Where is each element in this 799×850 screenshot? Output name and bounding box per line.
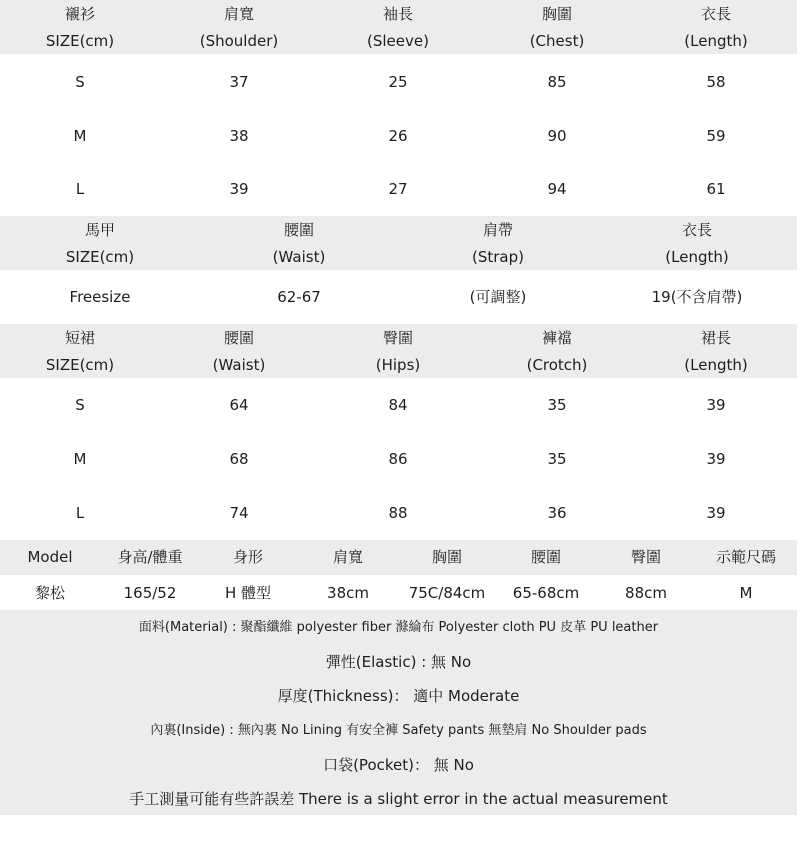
vest-header-cell — [66, 220, 134, 267]
table-cell: 68 — [229, 450, 249, 468]
model-value-cell: M — [739, 584, 753, 602]
model-row — [0, 583, 797, 603]
shirt-row — [0, 126, 797, 146]
shirt-header-cell — [684, 4, 747, 51]
table-cell: M — [73, 127, 87, 145]
table-cell: 39 — [229, 180, 249, 198]
skirt-header-cell — [684, 328, 747, 375]
notes-block — [0, 610, 797, 815]
shirt-header-cell — [46, 4, 114, 51]
header-en-label: SIZE(cm) — [45, 356, 115, 374]
skirt-header-cell — [46, 328, 114, 375]
header-zh-label: 衣長 — [681, 221, 713, 239]
note-line: 內裏(Inside) : 無內裏 No Lining 有安全褲 Safety pants 無墊肩 No Shoulder pads — [150, 723, 647, 738]
table-cell: 37 — [229, 73, 249, 91]
header-zh-label: 胸圍 — [541, 5, 573, 23]
table-cell: 64 — [229, 396, 249, 414]
model-value-cell: 65-68cm — [512, 584, 580, 602]
header-en-label: (Shoulder) — [199, 32, 279, 50]
model-value-cell: 黎松 — [34, 584, 66, 602]
table-cell: 84 — [388, 396, 408, 414]
table-cell: 35 — [547, 396, 567, 414]
header-en-label: (Waist) — [272, 248, 326, 266]
header-zh-label: 腰圍 — [283, 221, 315, 239]
header-en-label: (Crotch) — [526, 356, 588, 374]
shirt-header — [0, 0, 797, 54]
shirt-header-cell — [530, 4, 585, 51]
table-cell: 39 — [706, 504, 726, 522]
model-header-cell: 臀圍 — [630, 548, 662, 566]
model-value-cell: 88cm — [625, 584, 667, 602]
note-line: 口袋(Pocket)： 無 No — [323, 756, 474, 774]
model-header-cell: 身高/體重 — [117, 548, 183, 566]
table-cell: 90 — [547, 127, 567, 145]
header-zh-label: 肩帶 — [482, 221, 513, 239]
table-cell: 26 — [388, 127, 408, 145]
table-cell: 39 — [706, 450, 726, 468]
model-header-cell: 胸圍 — [431, 548, 463, 566]
shirt-header-cell — [367, 4, 429, 51]
table-cell: 74 — [229, 504, 249, 522]
table-cell: L — [75, 504, 85, 522]
table-cell: 85 — [547, 73, 567, 91]
header-zh-label: 襯衫 — [64, 5, 96, 23]
header-en-label: (Length) — [684, 32, 748, 50]
header-en-label: SIZE(cm) — [65, 248, 135, 266]
note-line: 手工測量可能有些許誤差 There is a slight error in the actual measurement — [129, 790, 668, 808]
note-line: 面料(Material) : 聚酯纖維 polyester fiber 滌綸布 Polyester cloth PU 皮革 PU leather — [138, 620, 659, 635]
shirt-row — [0, 72, 797, 92]
vest-header-cell — [665, 220, 728, 267]
table-cell: 88 — [388, 504, 408, 522]
skirt-row — [0, 503, 797, 523]
table-cell: Freesize — [69, 288, 131, 306]
table-cell: 86 — [388, 450, 408, 468]
table-cell: 39 — [706, 396, 726, 414]
skirt-row — [0, 395, 797, 415]
table-cell: 94 — [547, 180, 567, 198]
model-header — [0, 540, 797, 575]
header-zh-label: 褲襠 — [541, 329, 573, 347]
header-zh-label: 短裙 — [64, 329, 96, 347]
skirt-header-cell — [527, 328, 588, 375]
header-en-label: (Sleeve) — [367, 32, 429, 50]
skirt-header-cell — [376, 328, 421, 375]
model-header-cell: Model — [27, 548, 73, 566]
table-cell: 36 — [547, 504, 567, 522]
header-en-label: (Chest) — [529, 32, 585, 50]
model-header-cell: 身形 — [232, 548, 264, 566]
model-header-cell: 肩寬 — [332, 548, 364, 566]
header-zh-label: 肩寬 — [223, 5, 255, 23]
table-cell: S — [75, 396, 85, 414]
header-en-label: SIZE(cm) — [45, 32, 115, 50]
note-line: 彈性(Elastic) : 無 No — [325, 653, 472, 671]
note-line: 厚度(Thickness)： 適中 Moderate — [277, 687, 520, 705]
table-cell: 58 — [706, 73, 726, 91]
header-zh-label: 袖長 — [382, 5, 413, 23]
model-header-cell: 腰圍 — [530, 548, 562, 566]
table-cell: 19(不含肩帶) — [651, 288, 743, 306]
header-zh-label: 衣長 — [700, 5, 732, 23]
table-cell: L — [75, 180, 85, 198]
table-cell: 27 — [388, 180, 408, 198]
table-cell: M — [73, 450, 87, 468]
vest-header — [0, 216, 797, 270]
table-cell: S — [75, 73, 85, 91]
header-en-label: (Waist) — [212, 356, 266, 374]
shirt-row — [0, 179, 797, 199]
model-value-cell: 38cm — [327, 584, 369, 602]
header-en-label: (Length) — [665, 248, 729, 266]
table-cell: 35 — [547, 450, 567, 468]
table-cell: 25 — [388, 73, 408, 91]
model-header-cell: 示範尺碼 — [715, 548, 777, 566]
header-zh-label: 臀圍 — [382, 329, 413, 347]
header-en-label: (Strap) — [472, 248, 524, 266]
skirt-header-cell — [213, 328, 266, 375]
skirt-header — [0, 324, 797, 378]
model-value-cell: 165/52 — [123, 584, 177, 602]
table-cell: 61 — [706, 180, 726, 198]
model-value-cell: H 體型 — [224, 584, 272, 602]
vest-header-cell — [472, 220, 524, 267]
vest-row — [0, 287, 797, 307]
table-cell: 62-67 — [277, 288, 321, 306]
skirt-row — [0, 449, 797, 469]
header-zh-label: 裙長 — [700, 329, 732, 347]
header-en-label: (Hips) — [375, 356, 421, 374]
model-value-cell: 75C/84cm — [408, 584, 486, 602]
header-zh-label: 腰圍 — [223, 329, 255, 347]
table-cell: 59 — [706, 127, 726, 145]
header-zh-label: 馬甲 — [84, 221, 116, 239]
table-cell: 38 — [229, 127, 249, 145]
table-cell: (可調整) — [469, 288, 527, 306]
vest-header-cell — [273, 220, 326, 267]
shirt-header-cell — [200, 4, 279, 51]
header-en-label: (Length) — [684, 356, 748, 374]
